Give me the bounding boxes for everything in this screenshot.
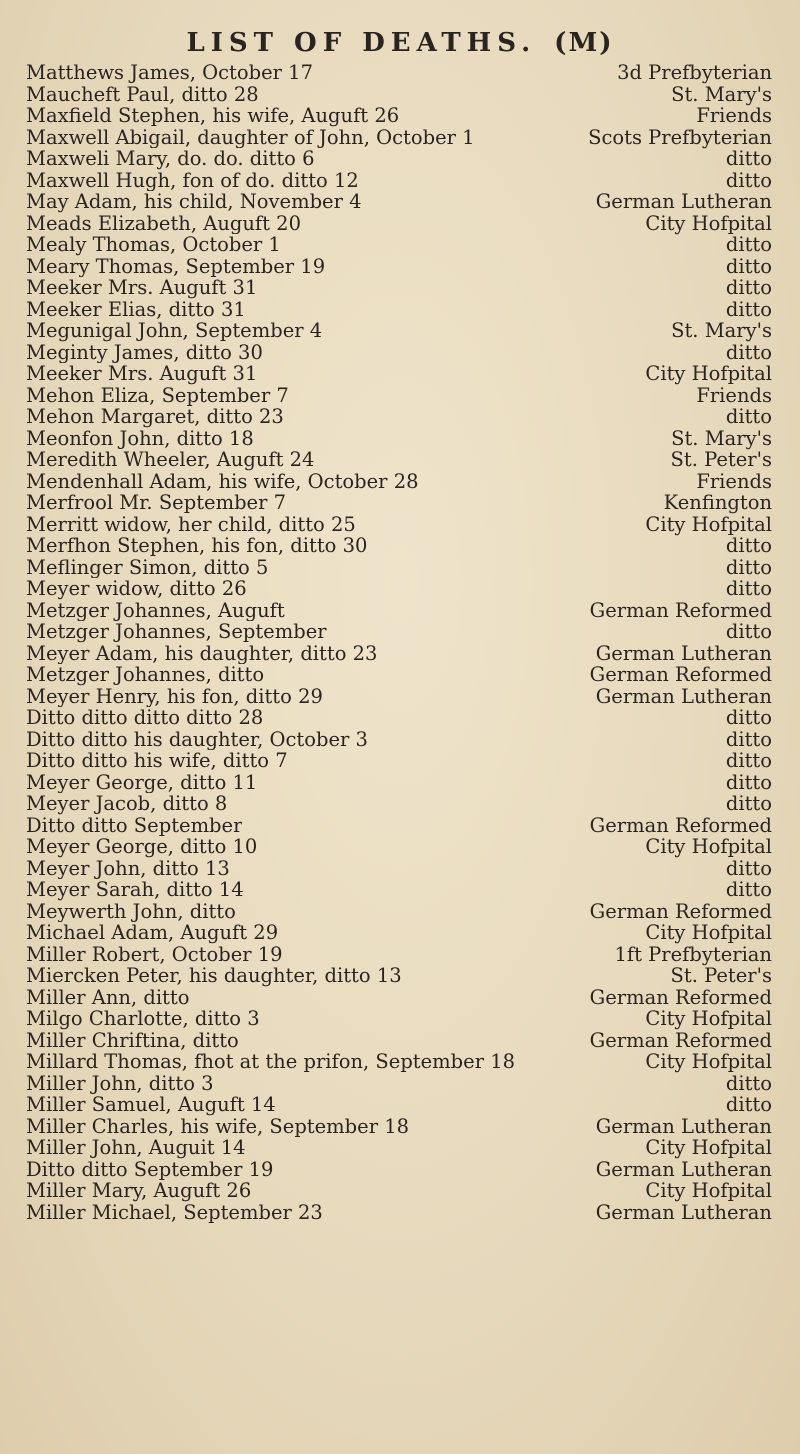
list-item (26, 1051, 778, 1073)
entry-name: Meginty James, ditto 30 (26, 341, 263, 363)
entry-name: Meyer Adam, his daughter, ditto 23 (26, 642, 378, 664)
list-item (26, 514, 778, 536)
entry-name: Metzger Johannes, Auguft (26, 599, 285, 621)
list-item (26, 428, 778, 450)
list-item (26, 836, 778, 858)
entry-name: Miller John, Auguit 14 (26, 1137, 246, 1159)
entry-name: Miller Michael, September 23 (26, 1201, 323, 1223)
entry-name: Miercken Peter, his daughter, ditto 13 (26, 965, 402, 987)
entry-burial-place: German Lutheran (595, 1114, 772, 1138)
list-item (26, 84, 778, 106)
entry-name: Ditto ditto his wife, ditto 7 (26, 750, 288, 772)
list-item (26, 277, 778, 299)
list-item (26, 148, 778, 170)
entry-burial-place: ditto (725, 1093, 772, 1116)
entry-name: Meyer John, ditto 13 (26, 857, 230, 879)
entry-name: Miller Chriftina, ditto (26, 1029, 239, 1051)
entry-burial-place: ditto (725, 534, 772, 557)
list-title: LIST OF DEATHS. (186, 28, 537, 58)
list-item (26, 213, 778, 235)
list-item (26, 127, 778, 149)
entry-burial-place: German Lutheran (595, 641, 772, 665)
list-item (26, 643, 778, 665)
entry-burial-place: ditto (725, 276, 772, 299)
list-item (26, 922, 778, 944)
entry-name: Ditto ditto ditto ditto 28 (26, 707, 264, 729)
entry-burial-place: ditto (725, 1071, 772, 1095)
entry-name: Meyer George, ditto 11 (26, 771, 258, 793)
entry-burial-place: ditto (725, 555, 772, 579)
entry-name: Maxwell Hugh, fon of do. ditto 12 (26, 169, 359, 191)
list-item (26, 600, 778, 622)
list-item (26, 1137, 778, 1159)
list-item (26, 772, 778, 794)
entry-name: Meyer Jacob, ditto 8 (26, 793, 228, 815)
list-item (26, 578, 778, 600)
entry-name: Miller Charles, his wife, September 18 (26, 1115, 410, 1137)
entry-burial-place: ditto (725, 620, 772, 643)
entry-burial-place: German Reformed (589, 598, 772, 622)
entry-name: May Adam, his child, November 4 (26, 191, 362, 213)
list-item (26, 707, 778, 729)
entry-burial-place: ditto (725, 577, 772, 600)
entry-name: Maxwell Abigail, daughter of John, October 1 (26, 126, 475, 148)
list-item (26, 320, 778, 342)
entry-name: Miller Ann, ditto (26, 986, 190, 1008)
list-item (26, 729, 778, 751)
entry-burial-place: German Reformed (589, 899, 772, 923)
entry-burial-place: German Reformed (589, 985, 772, 1009)
list-item (26, 471, 778, 493)
list-item (26, 449, 778, 471)
list-item (26, 1008, 778, 1030)
list-item (26, 664, 778, 686)
entry-name: Meyer widow, ditto 26 (26, 578, 247, 600)
list-item (26, 879, 778, 901)
entry-name: Meyer Sarah, ditto 14 (26, 879, 244, 901)
list-item (26, 557, 778, 579)
entry-name: Ditto ditto September 19 (26, 1158, 274, 1180)
entry-burial-place: St. Mary's (671, 319, 772, 342)
entry-burial-place: German Lutheran (595, 190, 772, 213)
entry-name: Meredith Wheeler, Auguft 24 (26, 449, 315, 471)
entry-burial-place: ditto (725, 878, 772, 901)
entry-burial-place: ditto (725, 254, 772, 278)
entry-burial-place: City Hofpital (645, 1050, 772, 1073)
entry-name: Meary Thomas, September 19 (26, 255, 326, 277)
entry-burial-place: German Reformed (589, 1028, 772, 1052)
entry-burial-place: St. Peter's (670, 448, 772, 471)
entry-burial-place: German Reformed (589, 813, 772, 837)
entry-name: Meeker Elias, ditto 31 (26, 298, 246, 320)
list-item (26, 901, 778, 923)
entry-name: Merritt widow, her child, ditto 25 (26, 513, 356, 535)
list-item (26, 406, 778, 428)
entry-burial-place: Scots Prefbyterian (588, 125, 772, 149)
list-item (26, 750, 778, 772)
entry-name: Meyer George, ditto 10 (26, 836, 258, 858)
entry-name: Miller Samuel, Auguft 14 (26, 1094, 276, 1116)
entry-name: Ditto ditto his daughter, October 3 (26, 728, 368, 750)
entry-name: Miller John, ditto 3 (26, 1072, 214, 1094)
entry-name: Metzger Johannes, ditto (26, 664, 265, 686)
entry-name: Metzger Johannes, September (26, 621, 327, 643)
entry-burial-place: City Hofpital (645, 512, 772, 536)
list-item (26, 621, 778, 643)
list-item (26, 1180, 778, 1202)
entry-name: Meywerth John, ditto (26, 900, 236, 922)
list-item (26, 256, 778, 278)
entry-burial-place: St. Mary's (671, 82, 772, 106)
list-item (26, 987, 778, 1009)
entry-burial-place: City Hofpital (645, 835, 772, 858)
list-item (26, 686, 778, 708)
entry-name: Meflinger Simon, ditto 5 (26, 556, 269, 578)
entry-burial-place: 3d Prefbyterian (617, 61, 772, 84)
entry-name: Millard Thomas, fhot at the prifon, September 18 (26, 1051, 516, 1073)
entry-name: Maxweli Mary, do. do. ditto 6 (26, 148, 315, 170)
list-item (26, 965, 778, 987)
entry-name: Michael Adam, Auguft 29 (26, 922, 279, 944)
list-item (26, 1073, 778, 1095)
list-item (26, 1030, 778, 1052)
entry-burial-place: Friends (696, 383, 772, 407)
entry-burial-place: ditto (725, 770, 772, 794)
entry-name: Meyer Henry, his fon, ditto 29 (26, 685, 323, 707)
entry-burial-place: German Lutheran (595, 684, 772, 708)
entry-name: Merfrool Mr. September 7 (26, 492, 287, 514)
list-item (26, 1159, 778, 1181)
entry-name: Megunigal John, September 4 (26, 320, 323, 342)
entry-burial-place: ditto (725, 233, 772, 256)
list-item (26, 858, 778, 880)
list-item (26, 299, 778, 321)
entry-burial-place: City Hofpital (645, 211, 772, 235)
entry-burial-place: ditto (725, 405, 772, 428)
entry-burial-place: Friends (696, 469, 772, 493)
entry-name: Maxfield Stephen, his wife, Auguft 26 (26, 105, 400, 127)
entry-burial-place: ditto (725, 792, 772, 815)
entry-name: Meeker Mrs. Auguft 31 (26, 363, 258, 385)
page-heading (0, 28, 800, 58)
entry-burial-place: Friends (696, 104, 772, 127)
entry-name: Meeker Mrs. Auguft 31 (26, 277, 258, 299)
entry-burial-place: ditto (725, 340, 772, 364)
entry-burial-place: St. Mary's (671, 426, 772, 450)
entry-name: Miller Robert, October 19 (26, 943, 283, 965)
entry-burial-place: City Hofpital (645, 1007, 772, 1030)
entry-burial-place: ditto (725, 749, 772, 772)
list-item (26, 1094, 778, 1116)
list-item (26, 815, 778, 837)
entry-name: Mehon Eliza, September 7 (26, 384, 289, 406)
entry-burial-place: German Lutheran (595, 1157, 772, 1181)
entry-name: Mealy Thomas, October 1 (26, 234, 281, 256)
entry-name: Maucheft Paul, ditto 28 (26, 83, 259, 105)
entry-name: Miller Mary, Auguft 26 (26, 1180, 252, 1202)
entry-burial-place: ditto (725, 147, 772, 170)
list-item (26, 492, 778, 514)
entry-burial-place: City Hofpital (645, 1136, 772, 1159)
list-item (26, 944, 778, 966)
list-item (26, 535, 778, 557)
entry-name: Milgo Charlotte, ditto 3 (26, 1008, 260, 1030)
list-item (26, 1202, 778, 1224)
entry-name: Meads Elizabeth, Auguft 20 (26, 212, 301, 234)
entry-burial-place: ditto (725, 856, 772, 880)
entry-burial-place: German Lutheran (595, 1200, 772, 1224)
list-item (26, 385, 778, 407)
list-item (26, 234, 778, 256)
entry-name: Mehon Margaret, ditto 23 (26, 406, 284, 428)
entry-burial-place: City Hofpital (645, 921, 772, 944)
entry-burial-place: City Hofpital (645, 362, 772, 385)
entry-name: Meonfon John, ditto 18 (26, 427, 254, 449)
list-item (26, 363, 778, 385)
deaths-list (26, 62, 778, 1223)
entry-burial-place: ditto (725, 706, 772, 729)
entry-name: Mendenhall Adam, his wife, October 28 (26, 470, 419, 492)
entry-burial-place: 1ft Prefbyterian (614, 942, 772, 966)
list-item (26, 105, 778, 127)
entry-name: Ditto ditto September (26, 814, 243, 836)
list-item (26, 62, 778, 84)
list-item (26, 342, 778, 364)
entry-burial-place: German Reformed (589, 663, 772, 686)
entry-burial-place: ditto (725, 727, 772, 751)
list-item (26, 191, 778, 213)
entry-burial-place: ditto (725, 297, 772, 321)
entry-burial-place: City Hofpital (645, 1179, 772, 1202)
list-item (26, 793, 778, 815)
section-letter: (M) (554, 28, 614, 58)
entry-name: Merfhon Stephen, his fon, ditto 30 (26, 535, 368, 557)
list-item (26, 170, 778, 192)
list-item (26, 1116, 778, 1138)
entry-name: Matthews James, October 17 (26, 62, 313, 84)
entry-burial-place: ditto (725, 168, 772, 192)
entry-burial-place: Kenfington (663, 491, 772, 514)
entry-burial-place: St. Peter's (670, 964, 772, 987)
